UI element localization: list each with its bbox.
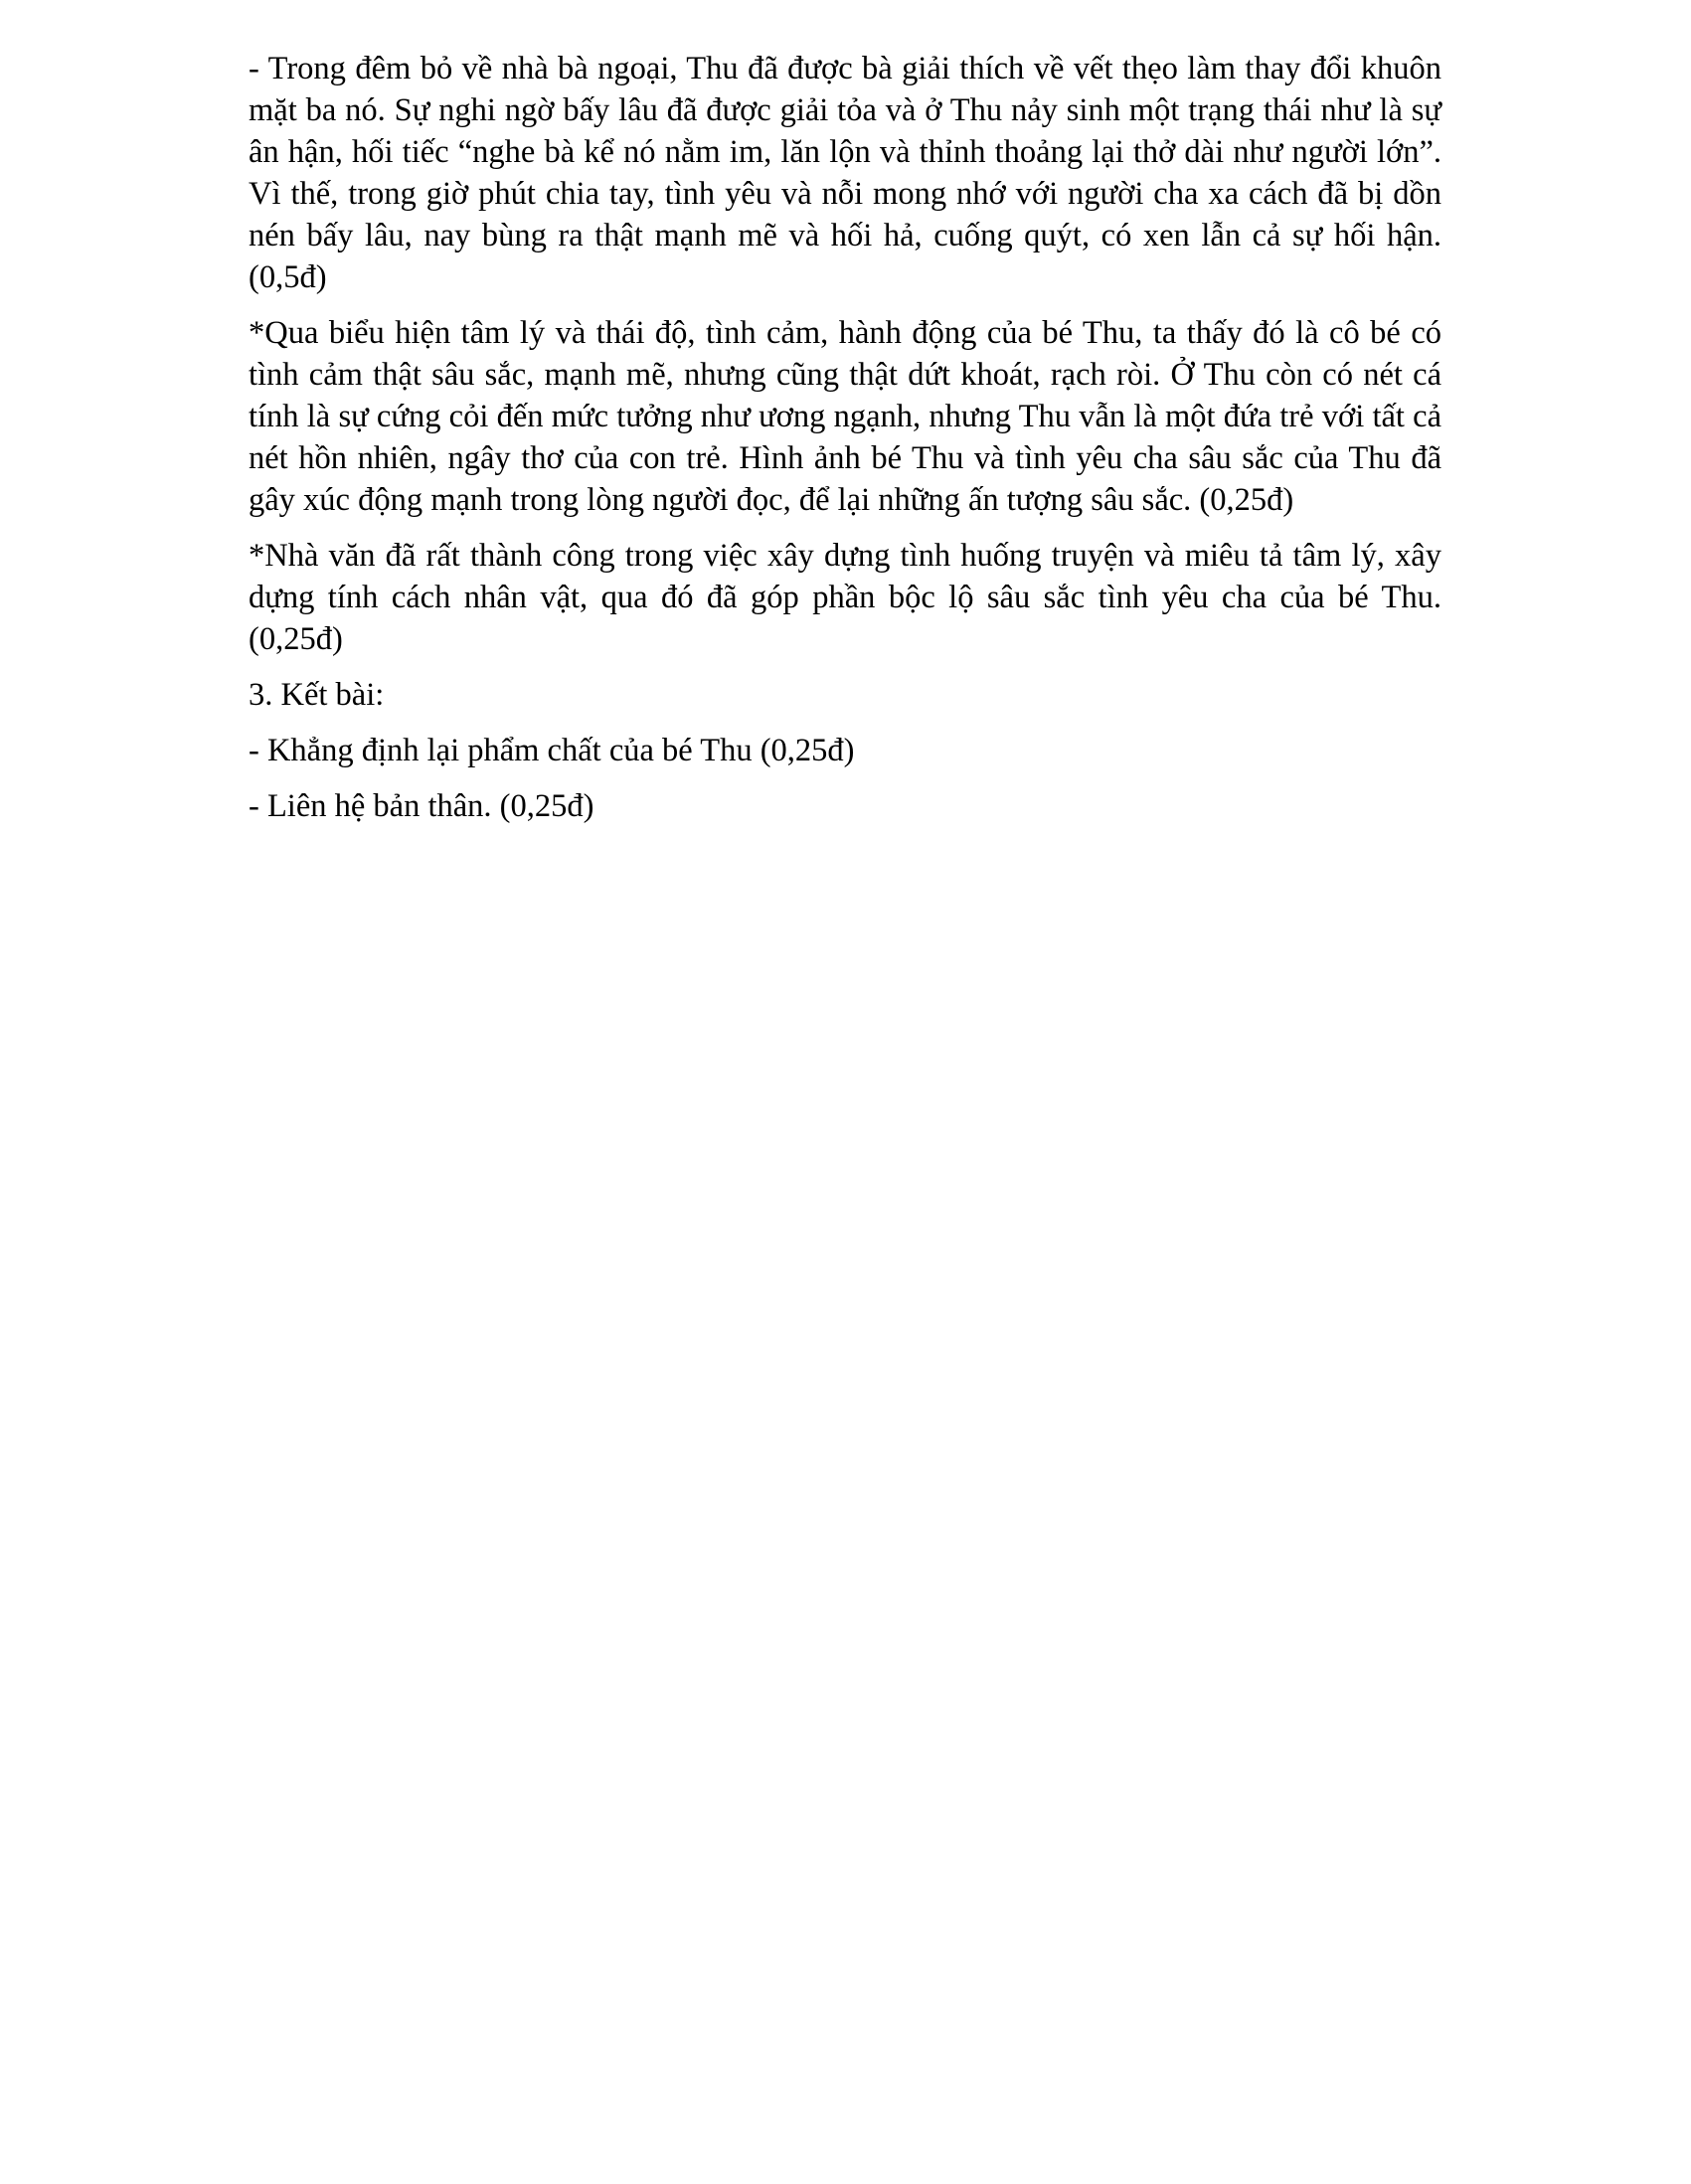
section-heading-conclusion: 3. Kết bài: <box>249 677 385 713</box>
paragraph-thu-character: *Qua biểu hiện tâm lý và thái độ, tình cảm, hành động của bé Thu, ta thấy đó là cô bé có tình cảm thật sâu sắc, mạnh mẽ, nhưng cũng thật dứt khoát, rạch ròi. Ở Thu còn có nét cá tính là sự cứng cỏi đến mức tưởng như ương ngạnh, nhưng Thu vẫn là một đứa trẻ với tất cả nét hồn nhiên, ngây thơ của con trẻ. Hình ảnh bé Thu và tình yêu cha sâu sắc của Thu đã gây xúc động mạnh trong lòng người đọc, để lại những ấn tượng sâu sắc. (0,25đ) <box>249 315 1441 518</box>
document-page <box>249 48 1441 841</box>
paragraph-author-success: *Nhà văn đã rất thành công trong việc xây dựng tình huống truyện và miêu tả tâm lý, xây dựng tính cách nhân vật, qua đó đã góp phần bộc lộ sâu sắc tình yêu cha của bé Thu. (0,25đ) <box>249 538 1441 657</box>
paragraph-night-at-grandmother: - Trong đêm bỏ về nhà bà ngoại, Thu đã được bà giải thích về vết thẹo làm thay đổi khuôn mặt ba nó. Sự nghi ngờ bấy lâu đã được giải tỏa và ở Thu nảy sinh một trạng thái như là sự ân hận, hối tiếc “nghe bà kể nó nằm im, lăn lộn và thỉnh thoảng lại thở dài như người lớn”. Vì thế, trong giờ phút chia tay, tình yêu và nỗi mong nhớ với người cha xa cách đã bị dồn nén bấy lâu, nay bùng ra thật mạnh mẽ và hối hả, cuống quýt, có xen lẫn cả sự hối hận. (0,5đ) <box>249 51 1441 295</box>
list-item-self-reflection: - Liên hệ bản thân. (0,25đ) <box>249 788 594 824</box>
list-item-affirm-qualities: - Khẳng định lại phẩm chất của bé Thu (0,25đ) <box>249 733 855 768</box>
